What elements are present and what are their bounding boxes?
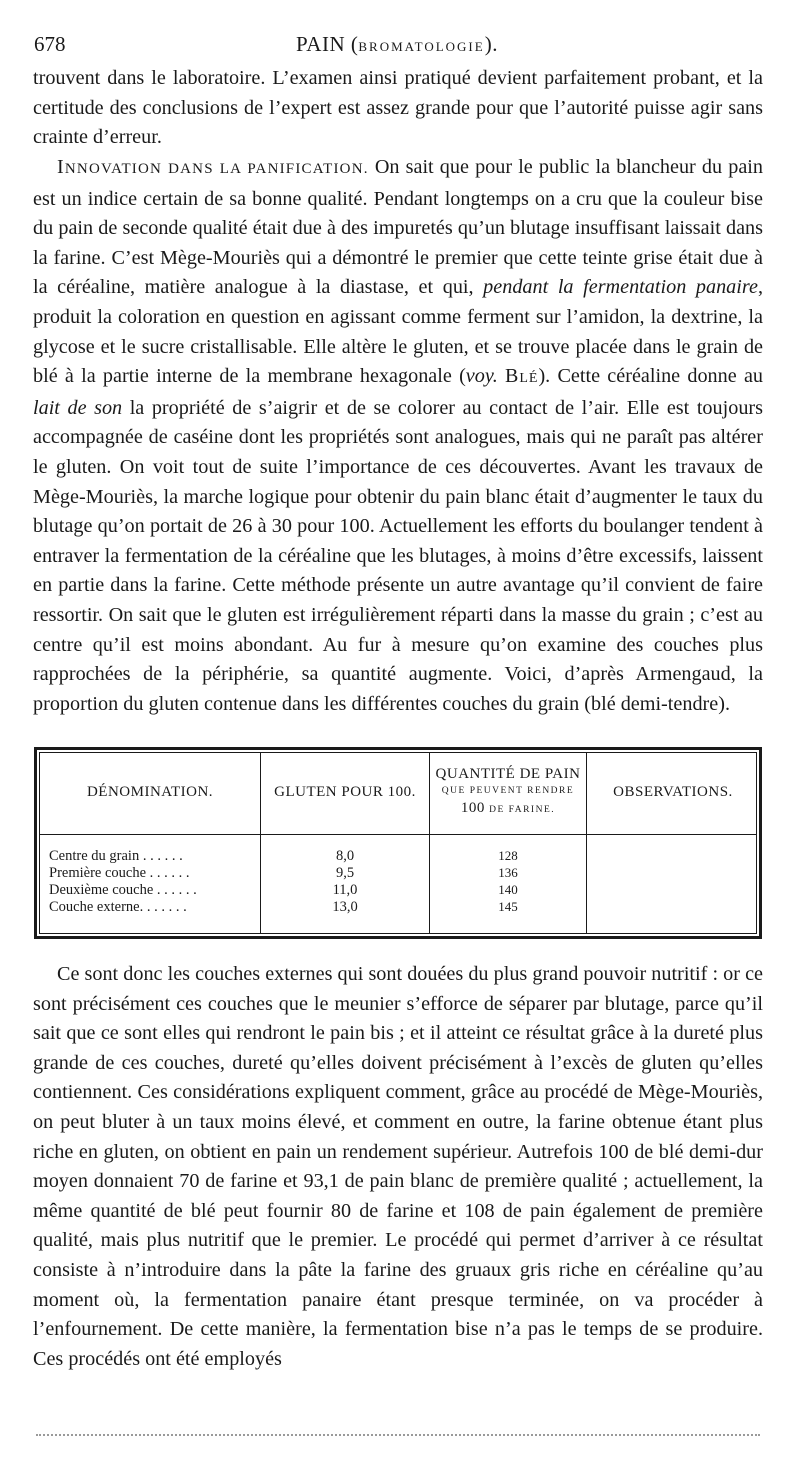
cell-gluten: 9,5	[335, 865, 355, 881]
section-heading	[57, 156, 369, 178]
cell-denomination: Centre du grain . . . . . .	[49, 848, 183, 864]
col-header-observations: OBSERVATIONS.	[613, 783, 733, 800]
section-heading-rest: NNOVATION DANS LA PANIFICATION.	[64, 161, 369, 177]
col-header-gluten: GLUTEN POUR 100.	[274, 783, 416, 800]
running-title-end: ).	[484, 32, 498, 56]
running-title-main: PAIN (	[296, 32, 359, 56]
cell-quantite: 128	[498, 848, 518, 863]
cell-quantite: 145	[498, 899, 518, 914]
table-row	[37, 865, 759, 882]
page-header	[32, 28, 762, 62]
para2-italic-b: lait de son	[33, 396, 123, 419]
cell-quantite: 140	[498, 882, 518, 897]
paragraph-3-text: Ce sont donc les couches externes qui sont douées du plus grand pouvoir nutritif : or ce sont précisément ces couches que le meunier s’efforce de séparer par blutage, parce qu’il sait que ce sont elles qui rendront le pain bis ; et il atteint ce résultat grâce à la dureté plus grande de ces couches, dureté qu’elles doivent précisément à l’excès de gluten qu’elles contiennent. Ces considérations expliquent comment, grâce au procédé de Mège-Mouriès, on peut bluter à un taux moins élevé, et comment en outre, la farine obtenue étant plus riche en gluten, on obtient en pain un rendement supérieur. Autrefois 100 de blé demi-dur moyen donnaient 70 de farine et 93,1 de pain blanc de première qualité ; actuellement, la même quantité de blé peut fournir 80 de farine et 108 de pain également de première qualité, mais plus nutritif que le premier. Le procédé qui permet d’arriver à ce résultat consiste à n’introduire dans la pâte la farine des gruaux gris riche en céréaline qu’au moment où, la fermentation panaire étant presque terminée, on va procéder à l’enfournement. De cette manière, la fermentation bise n’a pas le temps de se produire. Ces procédés ont été employés	[33, 963, 763, 1370]
col-header-quantite-line1: QUANTITÉ DE PAIN	[435, 765, 581, 782]
footer-rule	[36, 1434, 760, 1436]
ble-rest: LÉ	[519, 371, 539, 387]
cell-denomination: Deuxième couche . . . . . .	[49, 882, 197, 898]
para2-text-a: On sait que pour le public la blancheur du pain est un indice certain de sa bonne qualité. Pendant longtemps on a cru que la couleur bise du pain de seconde qualité était due à des impuretés qu’un blutage insuffisant laissait dans la farine. C’est Mège-Mouriès qui a démontré le premier que cette teinte grise était due à la céréaline, matière analogue à la diastase, et qui,	[33, 156, 763, 299]
col-header-quantite-small: DE FARINE.	[489, 804, 556, 815]
para2-text-b: , produit la coloration en question en agissant comme ferment sur l’amidon, la dextrine, la glycose et le sucre cristallisable. Elle altère le gluten, et se trouve placée dans le grain de blé à la partie interne de la membrane hexagonale (	[33, 276, 763, 388]
col-header-denomination: DÉNOMINATION.	[86, 783, 214, 800]
page-number: 678	[34, 32, 66, 56]
table-row	[37, 882, 759, 899]
running-title-subject: BROMATOLOGIE	[358, 39, 485, 54]
paragraph-2-text	[33, 153, 763, 719]
para2-italic-voy: voy.	[465, 365, 498, 388]
para2-text-d: la propriété de s’aigrir et de se colorer au contact de l’air. Elle est toujours accompagnée de caséine dont les propriétés sont analogues, mais qui ne paraît pas altérer le gluten. On voit tout de suite l’importance de ces découvertes. Avant les travaux de Mège-Mouriès, la marche logique pour obtenir du pain blanc était d’augmenter le taux du blutage qu’on portait de 26 à 30 pour 100. Actuellement les efforts du boulanger tendent à entraver la fermentation de la céréaline que les blutages, à moins d’être excessifs, laissent en partie dans la farine. Cette méthode présente un autre avantage qu’il convient de faire ressortir. On sait que le gluten est irrégulièrement réparti dans la masse du grain ; c’est au centre qu’il est moins abondant. Au fur à mesure qu’on examine des couches plus rapprochées de la périphérie, sa quantité augmente. Voici, d’après Armengaud, la proportion du gluten contenue dans les différentes couches du grain (blé demi-tendre).	[33, 396, 763, 715]
para2-text-c: ). Cette céréaline donne au	[538, 365, 764, 388]
ble-cap: B	[505, 365, 520, 388]
cell-denomination: Première couche . . . . . .	[49, 865, 190, 881]
section-heading-initial: I	[57, 156, 65, 178]
para2-italic-a: pendant la fermentation panaire	[483, 276, 758, 299]
table-header-rule	[40, 834, 756, 835]
paragraph-1	[33, 64, 763, 153]
running-title	[32, 32, 762, 57]
cell-quantite: 136	[498, 865, 518, 880]
cell-gluten: 13,0	[332, 899, 358, 915]
cell-gluten: 11,0	[332, 882, 358, 898]
col-header-quantite-num: 100	[460, 799, 485, 816]
table-row	[37, 899, 759, 916]
col-header-quantite-line2: QUE PEUVENT RENDRE	[441, 785, 575, 796]
col-header-quantite-line3	[461, 800, 555, 819]
cell-gluten: 8,0	[335, 848, 355, 864]
cell-denomination: Couche externe. . . . . . .	[49, 899, 187, 915]
paragraph-3	[33, 960, 763, 1374]
cross-reference-ble	[505, 365, 539, 388]
gluten-table	[34, 747, 762, 939]
paragraph-2	[33, 153, 763, 719]
paragraph-1-text: trouvent dans le laboratoire. L’examen ainsi pratiqué devient parfaitement probant, et la certitude des conclusions de l’expert est assez grande pour que l’autorité puisse agir sans crainte d’erreur.	[33, 67, 763, 149]
table-body	[37, 848, 759, 916]
table-row	[37, 848, 759, 865]
col-header-quantite	[430, 750, 586, 834]
